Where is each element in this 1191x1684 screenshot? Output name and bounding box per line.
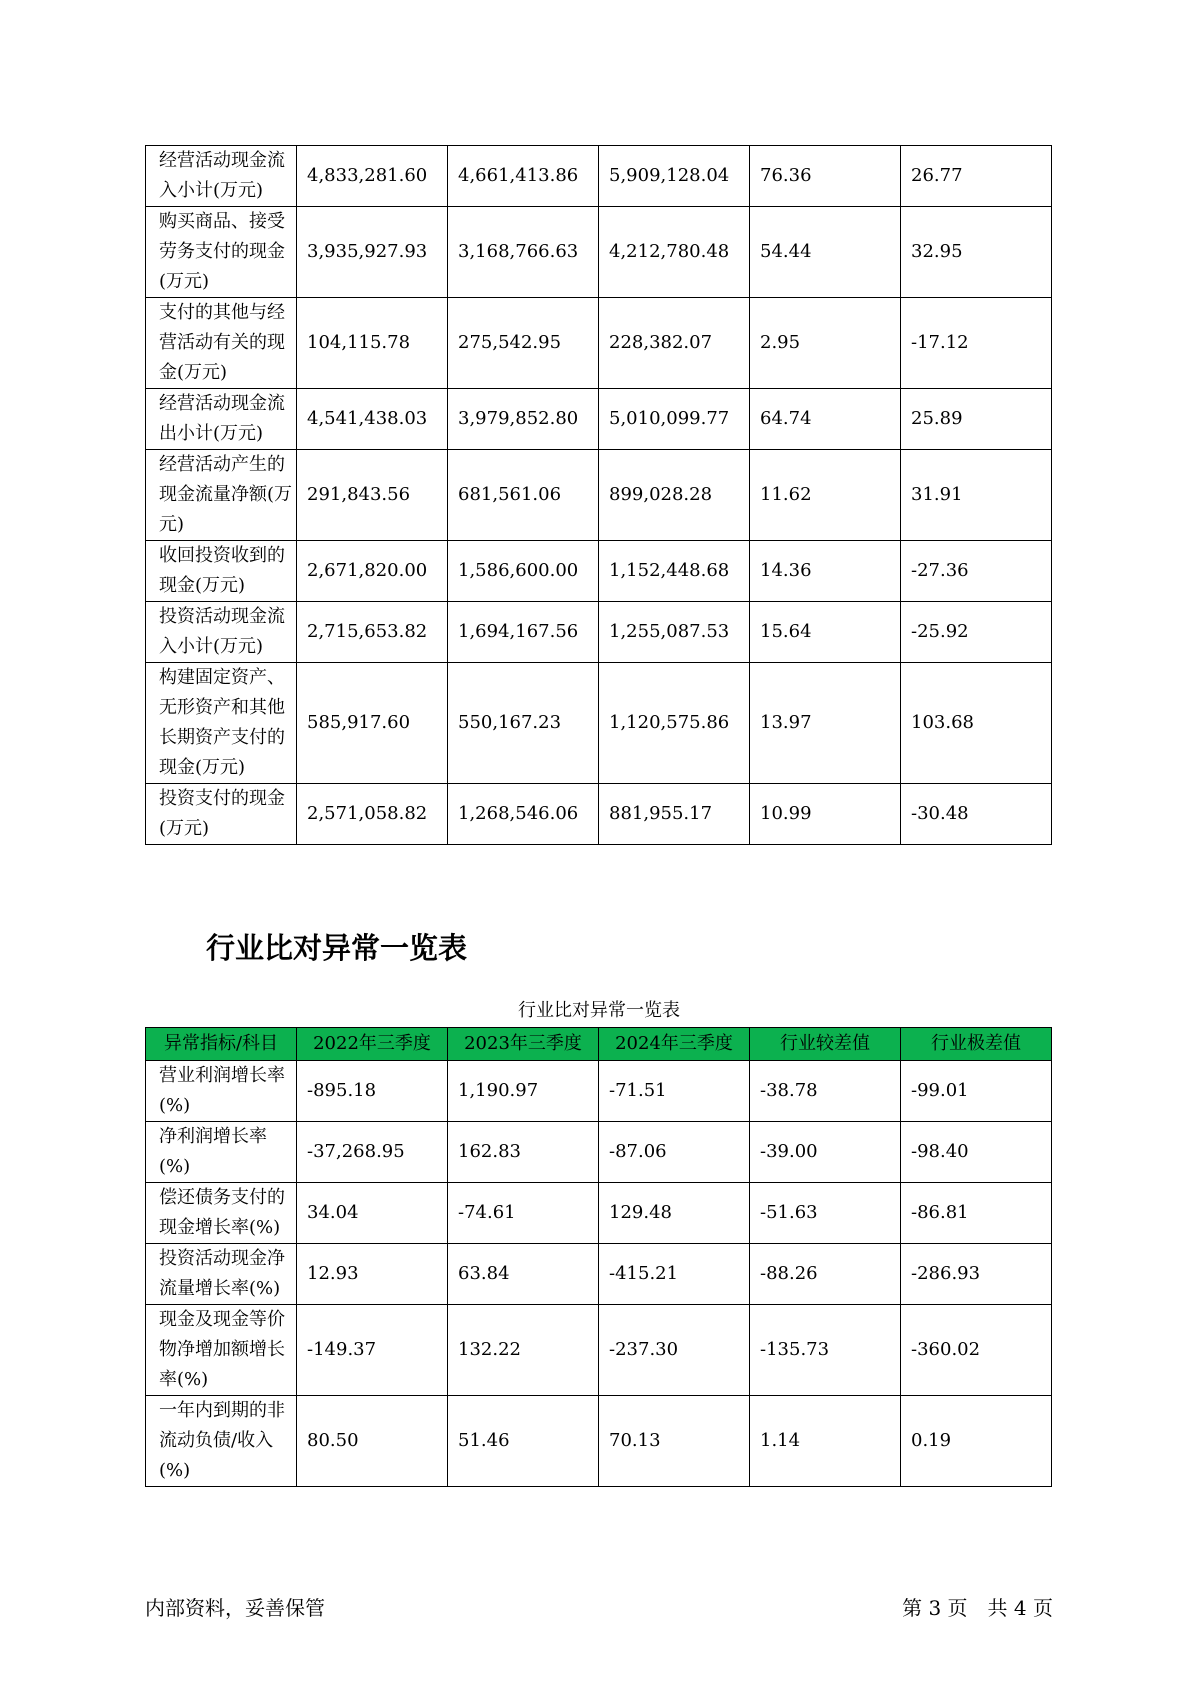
- value-cell: 64.74: [750, 389, 901, 450]
- value-cell: 2,571,058.82: [297, 784, 448, 845]
- value-cell: -38.78: [750, 1061, 901, 1122]
- value-cell: 54.44: [750, 207, 901, 298]
- value-cell: 104,115.78: [297, 298, 448, 389]
- header-cell: 2022年三季度: [297, 1028, 448, 1061]
- row-label-cell: 支付的其他与经营活动有关的现金(万元): [146, 298, 297, 389]
- value-cell: 1,586,600.00: [448, 541, 599, 602]
- value-cell: -37,268.95: [297, 1122, 448, 1183]
- table-row: [146, 1061, 1052, 1122]
- value-cell: -135.73: [750, 1305, 901, 1396]
- row-label-cell: 投资活动现金净流量增长率(%): [146, 1244, 297, 1305]
- value-cell: 34.04: [297, 1183, 448, 1244]
- value-cell: 275,542.95: [448, 298, 599, 389]
- value-cell: 25.89: [901, 389, 1052, 450]
- value-cell: 12.93: [297, 1244, 448, 1305]
- value-cell: 80.50: [297, 1396, 448, 1487]
- table-header-row: [146, 1028, 1052, 1061]
- value-cell: -74.61: [448, 1183, 599, 1244]
- table-row: [146, 1305, 1052, 1396]
- header-cell: 2024年三季度: [599, 1028, 750, 1061]
- value-cell: -71.51: [599, 1061, 750, 1122]
- table-row: [146, 541, 1052, 602]
- value-cell: 76.36: [750, 146, 901, 207]
- value-cell: -237.30: [599, 1305, 750, 1396]
- row-label-cell: 营业利润增长率(%): [146, 1061, 297, 1122]
- value-cell: 550,167.23: [448, 663, 599, 784]
- value-cell: -286.93: [901, 1244, 1052, 1305]
- table-row: [146, 207, 1052, 298]
- table-row: [146, 784, 1052, 845]
- value-cell: -39.00: [750, 1122, 901, 1183]
- row-label-cell: 经营活动现金流入小计(万元): [146, 146, 297, 207]
- cash-flow-table: [145, 145, 1052, 845]
- value-cell: 14.36: [750, 541, 901, 602]
- value-cell: 5,010,099.77: [599, 389, 750, 450]
- row-label-cell: 构建固定资产、无形资产和其他长期资产支付的现金(万元): [146, 663, 297, 784]
- value-cell: 132.22: [448, 1305, 599, 1396]
- value-cell: -99.01: [901, 1061, 1052, 1122]
- value-cell: -17.12: [901, 298, 1052, 389]
- table-row: [146, 146, 1052, 207]
- value-cell: -27.36: [901, 541, 1052, 602]
- value-cell: 63.84: [448, 1244, 599, 1305]
- value-cell: 4,661,413.86: [448, 146, 599, 207]
- value-cell: 1,694,167.56: [448, 602, 599, 663]
- value-cell: -51.63: [750, 1183, 901, 1244]
- value-cell: 1.14: [750, 1396, 901, 1487]
- value-cell: 4,541,438.03: [297, 389, 448, 450]
- header-cell: 行业较差值: [750, 1028, 901, 1061]
- value-cell: -25.92: [901, 602, 1052, 663]
- value-cell: 1,268,546.06: [448, 784, 599, 845]
- value-cell: -88.26: [750, 1244, 901, 1305]
- row-label-cell: 净利润增长率(%): [146, 1122, 297, 1183]
- value-cell: 291,843.56: [297, 450, 448, 541]
- industry-anomaly-table: [145, 1027, 1052, 1487]
- value-cell: 4,212,780.48: [599, 207, 750, 298]
- row-label-cell: 购买商品、接受劳务支付的现金(万元): [146, 207, 297, 298]
- value-cell: 2,671,820.00: [297, 541, 448, 602]
- footer-page-number: 第 3 页 共 4 页: [902, 1596, 1053, 1620]
- footer-confidential-note: 内部资料，妥善保管: [145, 1596, 325, 1620]
- value-cell: 32.95: [901, 207, 1052, 298]
- value-cell: 881,955.17: [599, 784, 750, 845]
- value-cell: 11.62: [750, 450, 901, 541]
- row-label-cell: 经营活动产生的现金流量净额(万元): [146, 450, 297, 541]
- value-cell: 681,561.06: [448, 450, 599, 541]
- value-cell: 2,715,653.82: [297, 602, 448, 663]
- value-cell: 162.83: [448, 1122, 599, 1183]
- value-cell: 15.64: [750, 602, 901, 663]
- table-row: [146, 1396, 1052, 1487]
- value-cell: 585,917.60: [297, 663, 448, 784]
- table-caption: 行业比对异常一览表: [518, 1000, 680, 1021]
- row-label-cell: 经营活动现金流出小计(万元): [146, 389, 297, 450]
- value-cell: -149.37: [297, 1305, 448, 1396]
- row-label-cell: 收回投资收到的现金(万元): [146, 541, 297, 602]
- value-cell: 51.46: [448, 1396, 599, 1487]
- value-cell: 3,979,852.80: [448, 389, 599, 450]
- value-cell: -87.06: [599, 1122, 750, 1183]
- value-cell: 3,168,766.63: [448, 207, 599, 298]
- value-cell: -415.21: [599, 1244, 750, 1305]
- header-cell: 行业极差值: [901, 1028, 1052, 1061]
- value-cell: 3,935,927.93: [297, 207, 448, 298]
- value-cell: 1,120,575.86: [599, 663, 750, 784]
- value-cell: -86.81: [901, 1183, 1052, 1244]
- table-row: [146, 389, 1052, 450]
- header-cell: 2023年三季度: [448, 1028, 599, 1061]
- value-cell: 103.68: [901, 663, 1052, 784]
- value-cell: 1,152,448.68: [599, 541, 750, 602]
- value-cell: 0.19: [901, 1396, 1052, 1487]
- row-label-cell: 现金及现金等价物净增加额增长率(%): [146, 1305, 297, 1396]
- value-cell: 129.48: [599, 1183, 750, 1244]
- value-cell: 5,909,128.04: [599, 146, 750, 207]
- value-cell: -98.40: [901, 1122, 1052, 1183]
- table-row: [146, 450, 1052, 541]
- value-cell: 70.13: [599, 1396, 750, 1487]
- table-row: [146, 663, 1052, 784]
- row-label-cell: 投资支付的现金(万元): [146, 784, 297, 845]
- section-heading: 行业比对异常一览表: [206, 931, 468, 965]
- value-cell: -895.18: [297, 1061, 448, 1122]
- value-cell: 1,190.97: [448, 1061, 599, 1122]
- table-row: [146, 298, 1052, 389]
- table-row: [146, 1122, 1052, 1183]
- header-cell: 异常指标/科目: [146, 1028, 297, 1061]
- value-cell: 10.99: [750, 784, 901, 845]
- row-label-cell: 偿还债务支付的现金增长率(%): [146, 1183, 297, 1244]
- row-label-cell: 一年内到期的非流动负债/收入(%): [146, 1396, 297, 1487]
- table-row: [146, 1244, 1052, 1305]
- value-cell: 2.95: [750, 298, 901, 389]
- table-row: [146, 602, 1052, 663]
- value-cell: 26.77: [901, 146, 1052, 207]
- value-cell: -360.02: [901, 1305, 1052, 1396]
- table-row: [146, 1183, 1052, 1244]
- value-cell: 899,028.28: [599, 450, 750, 541]
- value-cell: -30.48: [901, 784, 1052, 845]
- row-label-cell: 投资活动现金流入小计(万元): [146, 602, 297, 663]
- value-cell: 228,382.07: [599, 298, 750, 389]
- value-cell: 1,255,087.53: [599, 602, 750, 663]
- value-cell: 4,833,281.60: [297, 146, 448, 207]
- value-cell: 31.91: [901, 450, 1052, 541]
- value-cell: 13.97: [750, 663, 901, 784]
